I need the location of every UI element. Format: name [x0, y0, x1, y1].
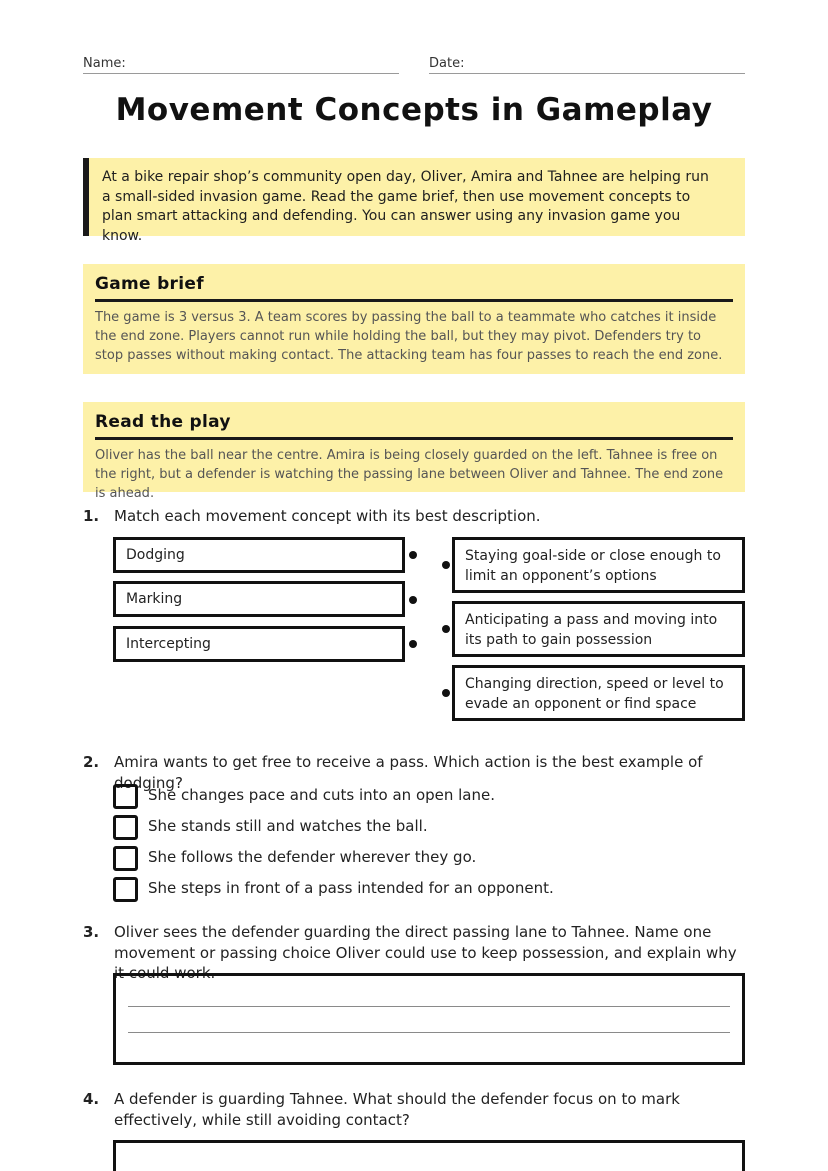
page-title: Movement Concepts in Gameplay — [115, 92, 713, 128]
question-text: Match each movement concept with its best description. — [114, 507, 541, 525]
intro-callout: At a bike repair shop’s community open day, Oliver, Amira and Tahnee are helping run a small-sided invasion game. Read the game brief, then use movement concepts to plan smart attacking and defending. You can answer using any invasion game you know. — [83, 158, 745, 236]
option-label: She stands still and watches the ball. — [148, 817, 428, 835]
answer-box[interactable] — [113, 1140, 745, 1171]
date-label: Date: — [429, 56, 465, 71]
concept-label: Marking — [126, 591, 183, 607]
match-dot[interactable] — [409, 640, 417, 648]
option-label: She follows the defender wherever they go. — [148, 848, 477, 866]
writing-line — [128, 1006, 730, 1007]
answer-box[interactable] — [113, 973, 745, 1065]
concept-label: Dodging — [126, 547, 185, 563]
writing-line — [128, 1032, 730, 1033]
match-dot[interactable] — [409, 596, 417, 604]
answer-option[interactable] — [113, 815, 733, 841]
concept-box-dodging[interactable] — [113, 537, 405, 573]
question-1 — [83, 506, 745, 527]
option-label: She steps in front of a pass intended for an opponent. — [148, 879, 554, 897]
answer-option[interactable] — [113, 846, 733, 872]
match-dot[interactable] — [442, 561, 450, 569]
match-dot[interactable] — [409, 551, 417, 559]
option-label: She changes pace and cuts into an open lane. — [148, 786, 496, 804]
game-brief-box — [83, 264, 745, 374]
description-box[interactable] — [452, 601, 745, 657]
question-text: Oliver sees the defender guarding the direct passing lane to Tahnee. Name one movement or passing choice Oliver could use to keep possession, and explain why it could work. — [114, 923, 737, 982]
game-brief-heading: Game brief — [95, 274, 733, 302]
description-box[interactable] — [452, 537, 745, 593]
read-the-play-heading: Read the play — [95, 412, 733, 440]
question-text: Amira wants to get free to receive a pass. Which action is the best example of dodging? — [114, 753, 703, 792]
concept-box-intercepting[interactable] — [113, 626, 405, 662]
answer-option[interactable] — [113, 784, 733, 810]
checkbox[interactable] — [113, 784, 138, 809]
concept-box-marking[interactable] — [113, 581, 405, 617]
checkbox[interactable] — [113, 815, 138, 840]
name-label: Name: — [83, 56, 126, 71]
concept-label: Intercepting — [126, 636, 211, 652]
answer-option[interactable] — [113, 877, 733, 903]
date-field[interactable] — [429, 52, 745, 74]
read-the-play-box — [83, 402, 745, 501]
question-number: 2. — [83, 753, 100, 771]
checkbox[interactable] — [113, 846, 138, 871]
question-4 — [83, 1089, 745, 1130]
description-text: Changing direction, speed or level to evade an opponent or find space — [465, 676, 724, 712]
description-box[interactable] — [452, 665, 745, 721]
match-dot[interactable] — [442, 689, 450, 697]
match-dot[interactable] — [442, 625, 450, 633]
name-field[interactable] — [83, 52, 399, 74]
question-number: 4. — [83, 1090, 100, 1108]
game-brief-text: The game is 3 versus 3. A team scores by passing the ball to a teammate who catches it inside the end zone. Players cannot run while holding the ball, but they may pivot. Defenders try to stop passes without making contact. The attacking team has four passes to reach the end zone. — [95, 310, 723, 363]
checkbox[interactable] — [113, 877, 138, 902]
read-the-play-text: Oliver has the ball near the centre. Amira is being closely guarded on the left. Tahnee is free on the right, but a defender is watching the passing lane between Oliver and Tahnee. The end zone is ahead. — [95, 448, 724, 501]
description-text: Anticipating a pass and moving into its path to gain possession — [465, 612, 718, 648]
question-text: A defender is guarding Tahnee. What should the defender focus on to mark effectively, while still avoiding contact? — [114, 1090, 680, 1129]
description-text: Staying goal-side or close enough to limit an opponent’s options — [465, 548, 721, 584]
question-number: 1. — [83, 507, 100, 525]
question-number: 3. — [83, 923, 100, 941]
